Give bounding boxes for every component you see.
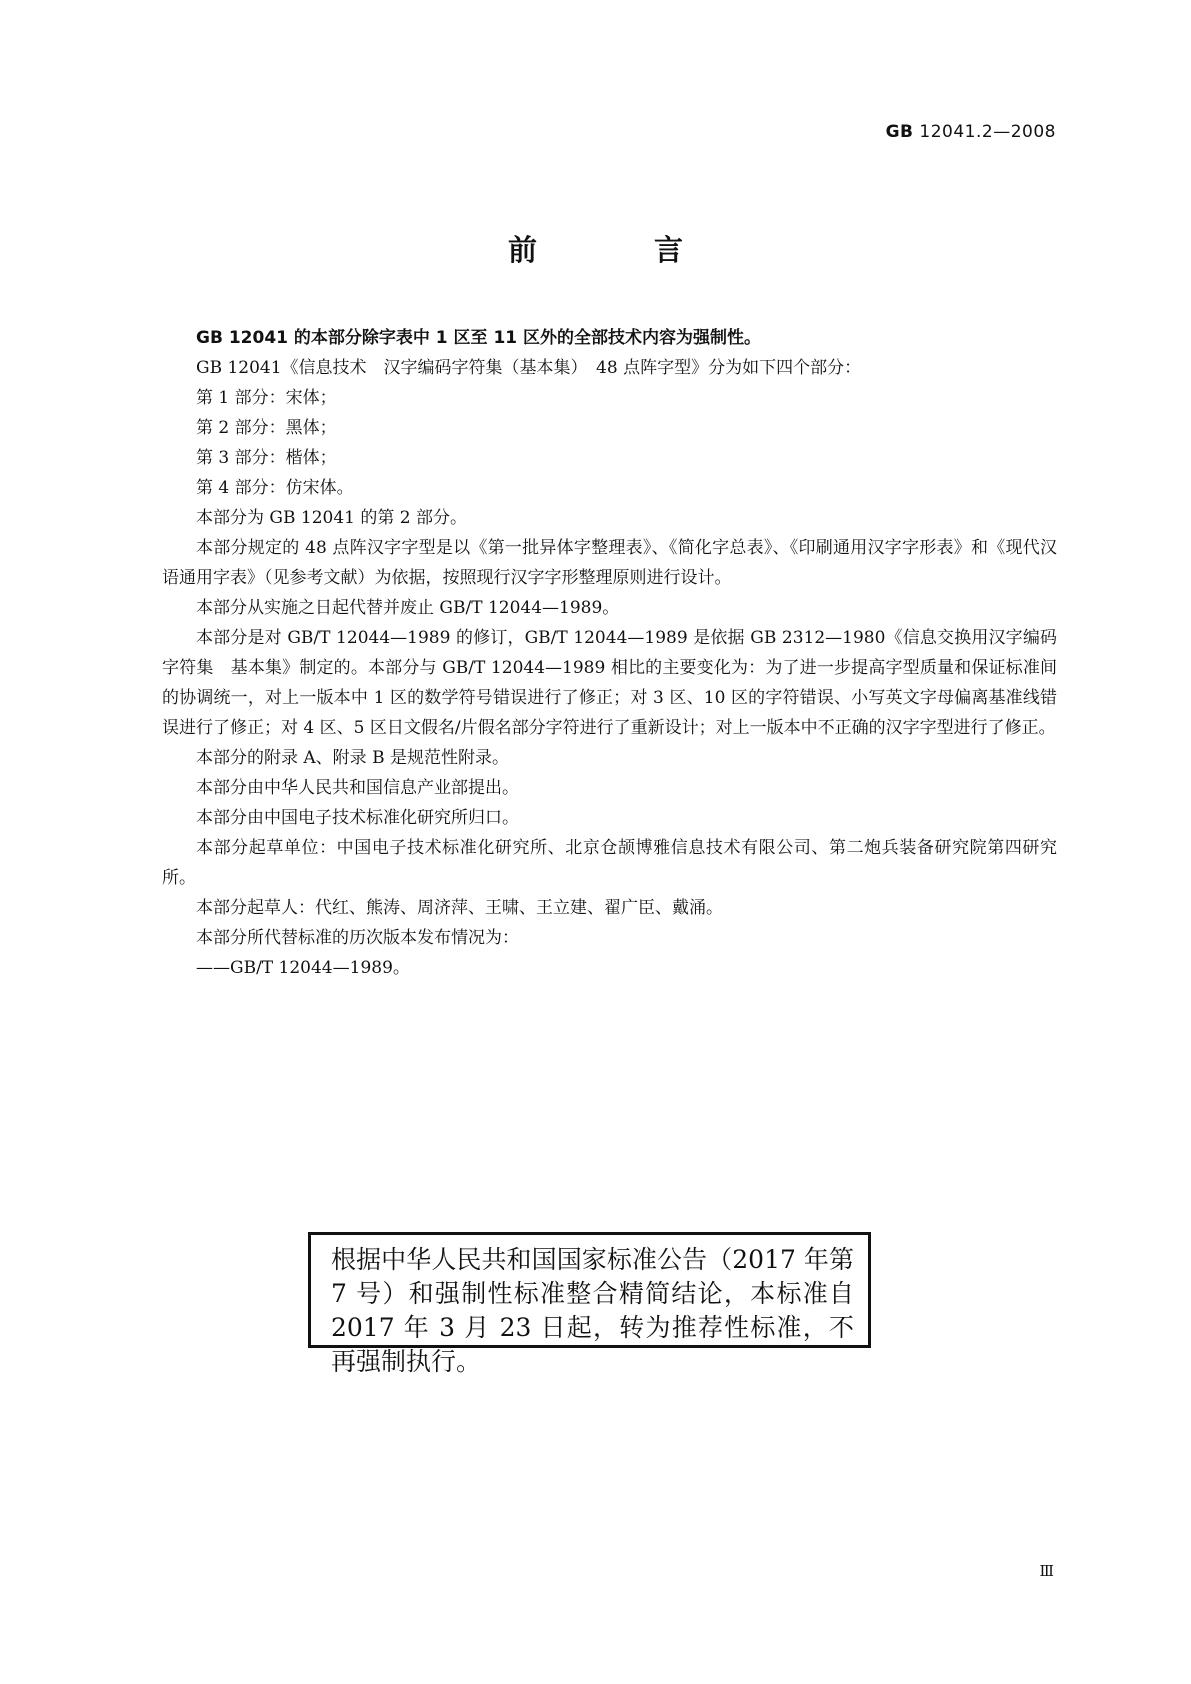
list-item-part-3: 第 3 部分：楷体； bbox=[196, 448, 337, 468]
mandatory-statement: GB 12041 的本部分除字表中 1 区至 11 区外的全部技术内容为强制性。 bbox=[196, 328, 762, 348]
paragraph-managed-by: 本部分由中国电子技术标准化研究所归口。 bbox=[196, 808, 519, 828]
paragraph-proposed-by: 本部分由中华人民共和国信息产业部提出。 bbox=[196, 778, 519, 798]
paragraph-annexes: 本部分的附录 A、附录 B 是规范性附录。 bbox=[196, 748, 509, 768]
list-item-history: ——GB/T 12044—1989。 bbox=[196, 958, 410, 978]
list-item-part-2: 第 2 部分：黑体； bbox=[196, 418, 337, 438]
paragraph-parts-intro: GB 12041《信息技术 汉字编码字符集（基本集） 48 点阵字型》分为如下四个部分： bbox=[196, 358, 862, 378]
paragraph-replaces: 本部分从实施之日起代替并废止 GB/T 12044—1989。 bbox=[196, 598, 620, 618]
page-number: Ⅲ bbox=[1039, 1562, 1054, 1580]
standard-code bbox=[886, 122, 1056, 142]
standard-code-number: 12041.2—2008 bbox=[919, 122, 1056, 142]
page-title: 前 言 bbox=[507, 233, 727, 267]
list-item-part-4: 第 4 部分：仿宋体。 bbox=[196, 478, 354, 498]
paragraph-drafting-units: 本部分起草单位：中国电子技术标准化研究所、北京仓颉博雅信息技术有限公司、第二炮兵装备研究院第四研究所。 bbox=[162, 838, 1057, 888]
notice-box: 根据中华人民共和国国家标准公告（2017 年第 7 号）和强制性标准整合精简结论，本标准自 2017 年 3 月 23 日起，转为推荐性标准，不再强制执行。 bbox=[308, 1232, 871, 1348]
foreword-body bbox=[162, 323, 1057, 983]
paragraph-this-part: 本部分为 GB 12041 的第 2 部分。 bbox=[196, 508, 467, 528]
paragraph-history-intro: 本部分所代替标准的历次版本发布情况为： bbox=[196, 928, 519, 948]
standard-code-prefix: GB bbox=[885, 122, 914, 142]
paragraph-drafters: 本部分起草人：代红、熊涛、周济萍、王啸、王立建、翟广臣、戴涌。 bbox=[196, 898, 723, 918]
list-item-part-1: 第 1 部分：宋体； bbox=[196, 388, 337, 408]
paragraph-basis: 本部分规定的 48 点阵汉字字型是以《第一批异体字整理表》、《简化字总表》、《印刷通用汉字字形表》和《现代汉语通用字表》（见参考文献）为依据，按照现行汉字字形整理原则进行设计。 bbox=[162, 538, 1057, 588]
paragraph-changes: 本部分是对 GB/T 12044—1989 的修订，GB/T 12044—1989 是依据 GB 2312—1980《信息交换用汉字编码字符集 基本集》制定的。本部分与 GB/T 12044—1989 相比的主要变化为：为了进一步提高字型质量和保证标准间的协调统一，对上一版本中 1 区的数学符号错误进行了修正；对 3 区、10 区的字符错误、小写英文字母偏离基准线错误进行了修正；对 4 区、5 区日文假名/片假名部分字符进行了重新设计；对上一版本中不正确的汉字字型进行了修正。 bbox=[162, 628, 1057, 738]
